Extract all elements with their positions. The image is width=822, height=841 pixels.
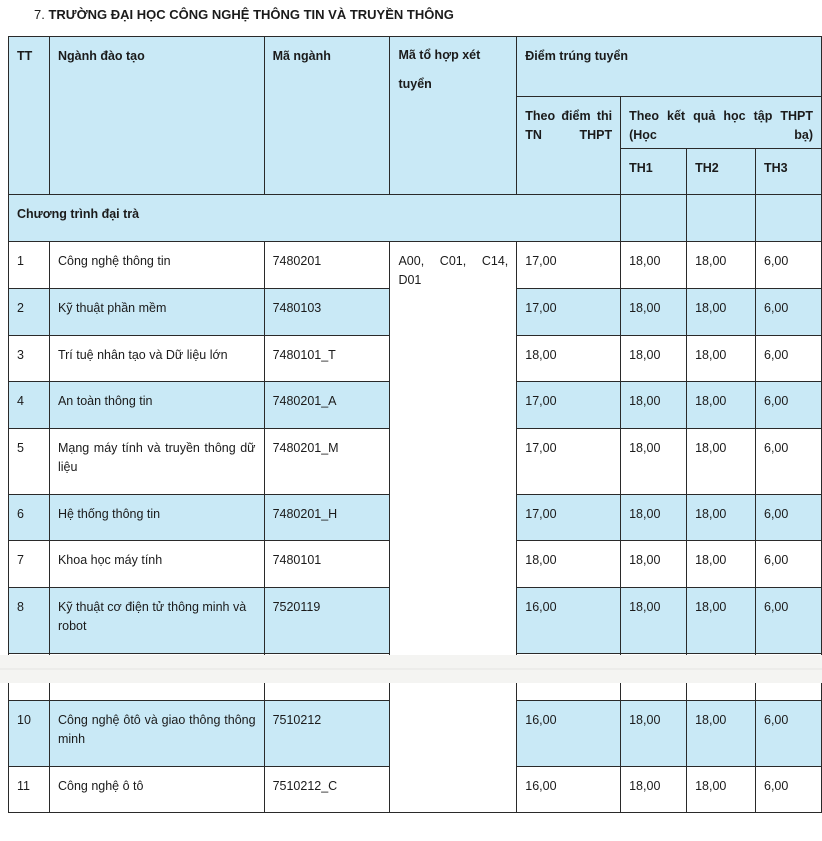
page-break (0, 655, 822, 683)
row-th1: 18,00 (621, 588, 687, 654)
empty-cell (687, 195, 756, 242)
row-th3: 6,00 (756, 541, 822, 588)
row-ma-nganh: 7510212_C (264, 767, 390, 813)
row-th2: 18,00 (687, 336, 756, 382)
university-name: TRƯỜNG ĐẠI HỌC CÔNG NGHỆ THÔNG TIN VÀ TRUYỀN THÔNG (48, 7, 454, 22)
row-tt: 6 (9, 495, 50, 541)
row-ma-nganh: 7480103 (264, 289, 390, 336)
row-th2: 18,00 (687, 429, 756, 495)
row-th1: 18,00 (621, 701, 687, 767)
row-th3: 6,00 (756, 767, 822, 813)
row-nganh: Công nghệ thông tin (49, 242, 264, 289)
row-diem-thpt: 17,00 (517, 429, 621, 495)
section-title (34, 7, 454, 22)
row-diem-thpt: 17,00 (517, 289, 621, 336)
row-th2: 18,00 (687, 701, 756, 767)
row-diem-thpt: 17,00 (517, 382, 621, 429)
row-th1: 18,00 (621, 495, 687, 541)
row-ma-nganh: 7480201 (264, 242, 390, 289)
header-th2: TH2 (687, 149, 756, 195)
table-row (9, 242, 822, 289)
row-tt: 10 (9, 701, 50, 767)
section-number: 7. (34, 7, 45, 22)
row-th2: 18,00 (687, 289, 756, 336)
empty-cell (621, 195, 687, 242)
header-tt: TT (9, 37, 50, 195)
row-tt: 7 (9, 541, 50, 588)
row-diem-thpt: 18,00 (517, 336, 621, 382)
row-th1: 18,00 (621, 429, 687, 495)
row-th2: 18,00 (687, 382, 756, 429)
admission-score-table (8, 36, 822, 813)
row-th2: 18,00 (687, 541, 756, 588)
row-th3: 6,00 (756, 336, 822, 382)
header-theo-ket-qua: Theo kết quả học tập THPT (Học bạ) (621, 97, 822, 149)
header-ma-nganh: Mã ngành (264, 37, 390, 195)
row-th1: 18,00 (621, 336, 687, 382)
header-th1: TH1 (621, 149, 687, 195)
row-ma-nganh: 7480101_T (264, 336, 390, 382)
row-tt: 4 (9, 382, 50, 429)
row-ma-nganh: 7510212 (264, 701, 390, 767)
row-th3: 6,00 (756, 495, 822, 541)
row-nganh: Công nghệ ôtô và giao thông thông minh (49, 701, 264, 767)
section-row: Chương trình đại trà (9, 195, 621, 242)
row-diem-thpt: 17,00 (517, 242, 621, 289)
row-nganh: Kỹ thuật cơ điện tử thông minh và robot (49, 588, 264, 654)
row-diem-thpt: 16,00 (517, 701, 621, 767)
row-th1: 18,00 (621, 242, 687, 289)
row-th1: 18,00 (621, 541, 687, 588)
row-nganh: Hệ thống thông tin (49, 495, 264, 541)
row-tt: 8 (9, 588, 50, 654)
row-th3: 6,00 (756, 701, 822, 767)
row-ma-nganh: 7480101 (264, 541, 390, 588)
row-tt: 3 (9, 336, 50, 382)
header-ma-to-hop: Mã tổ hợp xét tuyển (390, 37, 517, 195)
row-ma-nganh: 7520119 (264, 588, 390, 654)
row-th2: 18,00 (687, 495, 756, 541)
header-theo-diem: Theo điểm thi TN THPT (517, 97, 621, 195)
row-tt: 1 (9, 242, 50, 289)
row-th1: 18,00 (621, 289, 687, 336)
header-th3: TH3 (756, 149, 822, 195)
row-nganh: Khoa học máy tính (49, 541, 264, 588)
row-th3: 6,00 (756, 289, 822, 336)
header-nganh: Ngành đào tạo (49, 37, 264, 195)
row-nganh: Kỹ thuật phần mềm (49, 289, 264, 336)
empty-cell (756, 195, 822, 242)
row-th2: 18,00 (687, 588, 756, 654)
row-th1: 18,00 (621, 382, 687, 429)
row-ma-nganh: 7480201_A (264, 382, 390, 429)
row-ma-nganh: 7480201_M (264, 429, 390, 495)
row-nganh: Mạng máy tính và truyền thông dữ liệu (49, 429, 264, 495)
row-th3: 6,00 (756, 429, 822, 495)
row-nganh: Công nghệ ô tô (49, 767, 264, 813)
row-th2: 18,00 (687, 242, 756, 289)
row-diem-thpt: 16,00 (517, 588, 621, 654)
row-ma-to-hop: A00, C01, C14, D01 (390, 242, 517, 813)
row-nganh: Trí tuệ nhân tạo và Dữ liệu lớn (49, 336, 264, 382)
row-diem-thpt: 17,00 (517, 495, 621, 541)
row-tt: 5 (9, 429, 50, 495)
row-th2: 18,00 (687, 767, 756, 813)
row-ma-nganh: 7480201_H (264, 495, 390, 541)
row-th3: 6,00 (756, 382, 822, 429)
row-tt: 11 (9, 767, 50, 813)
row-th3: 6,00 (756, 242, 822, 289)
header-diem: Điểm trúng tuyển (517, 37, 822, 97)
row-diem-thpt: 18,00 (517, 541, 621, 588)
row-tt: 2 (9, 289, 50, 336)
row-diem-thpt: 16,00 (517, 767, 621, 813)
row-nganh: An toàn thông tin (49, 382, 264, 429)
row-th3: 6,00 (756, 588, 822, 654)
row-th1: 18,00 (621, 767, 687, 813)
